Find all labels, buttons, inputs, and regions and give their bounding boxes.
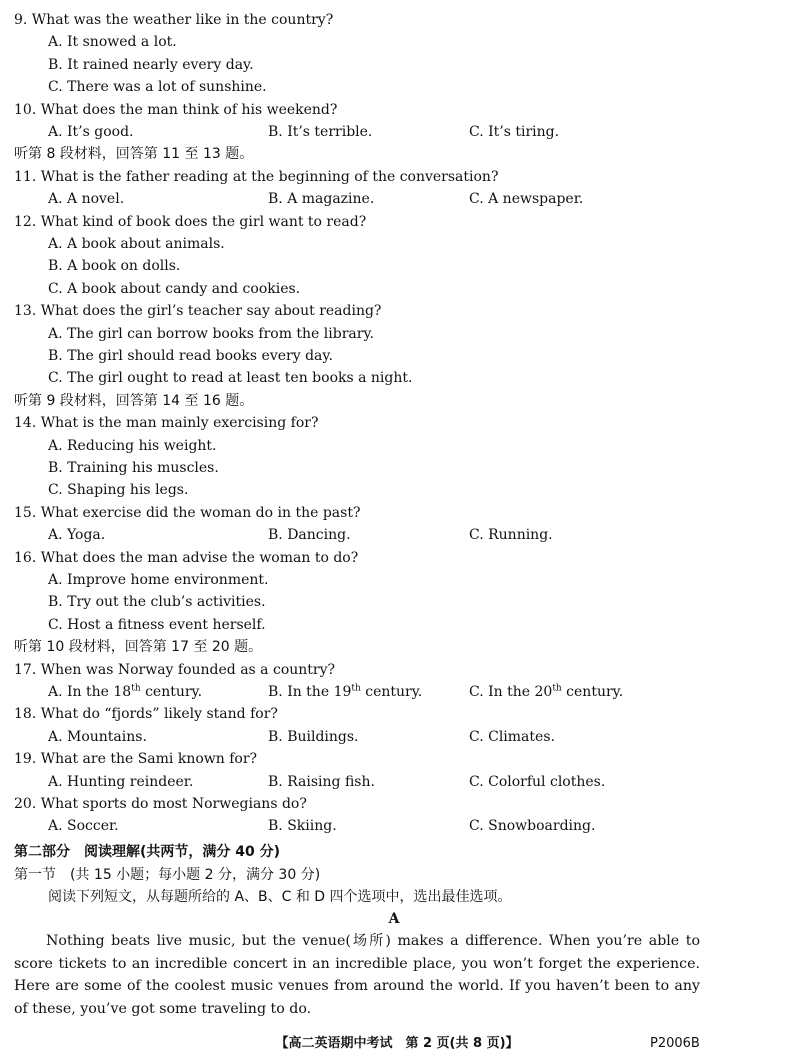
option-text: C. In the 20 (469, 684, 553, 700)
answer-option (469, 682, 623, 702)
answer-option: B. The girl should read books every day. (48, 348, 333, 364)
answer-option: C. Host a fitness event herself. (48, 616, 266, 633)
answer-options-row (48, 772, 774, 792)
answer-option: A. Soccer. (48, 818, 119, 835)
answer-option: A. Yoga. (48, 527, 106, 544)
answer-option: A. It snowed a lot. (48, 34, 177, 51)
passage-paragraph: Nothing beats live music, but the venue(场所) makes a difference. When you’re able to score tickets to an incredible concert in an incredible place, you won’t forget the experience. Here are some of the coolest music venues from around the world. If you haven’t been to any of these, you’ve got some traveling to do. (14, 933, 700, 1017)
section1-heading: 第一节 (共 15 小题；每小题 2 分，满分 30 分) (14, 867, 321, 883)
answer-option: A. A novel. (48, 191, 125, 208)
answer-options-row (48, 189, 774, 209)
answer-options-row (48, 122, 774, 142)
footer-page-info: 【高二英语期中考试 第 2 页(共 8 页)】 (275, 1036, 519, 1051)
question-stem: 10. What does the man think of his weekend? (14, 101, 338, 118)
answer-option: B. Raising fish. (268, 773, 375, 790)
question-stem: 13. What does the girl’s teacher say about reading? (14, 303, 382, 320)
question-stem: 9. What was the weather like in the country? (14, 12, 334, 28)
answer-option: C. The girl ought to read at least ten books a night. (48, 370, 413, 387)
option-text: century. (561, 684, 624, 700)
answer-option (48, 682, 202, 702)
reading-instruction: 阅读下列短文，从每题所给的 A、B、C 和 D 四个选项中，选出最佳选项。 (48, 889, 512, 905)
answer-options-row (48, 525, 774, 545)
ordinal-suffix: th (552, 683, 562, 694)
answer-option: C. Climates. (469, 728, 555, 745)
footer-paper-code: P2006B (650, 1036, 700, 1051)
answer-options-row (48, 816, 774, 836)
section-note: 听第 9 段材料，回答第 14 至 16 题。 (14, 392, 254, 409)
answer-option: C. A newspaper. (469, 191, 584, 208)
answer-option: C. Snowboarding. (469, 818, 596, 835)
answer-option: C. Colorful clothes. (469, 773, 606, 790)
answer-option: B. Dancing. (268, 527, 351, 544)
answer-option: B. A magazine. (268, 191, 375, 208)
answer-option: C. There was a lot of sunshine. (48, 79, 267, 96)
question-stem: 16. What does the man advise the woman to do? (14, 549, 359, 566)
question-stem: 19. What are the Sami known for? (14, 751, 258, 768)
question-stem: 15. What exercise did the woman do in the past? (14, 504, 361, 521)
option-text: A. In the 18 (48, 684, 132, 700)
page-footer (0, 1034, 794, 1054)
answer-option: B. Try out the club’s activities. (48, 594, 266, 611)
answer-option: B. Buildings. (268, 728, 359, 745)
answer-options-row (48, 727, 774, 747)
answer-option: A. Hunting reindeer. (48, 773, 194, 790)
part2-heading: 第二部分 阅读理解(共两节，满分 40 分) (14, 844, 281, 860)
answer-option: A. Reducing his weight. (48, 437, 217, 454)
option-text: B. In the 19 (268, 684, 352, 700)
answer-option: C. Running. (469, 527, 553, 544)
answer-option: C. It’s tiring. (469, 124, 560, 140)
question-stem: 11. What is the father reading at the beginning of the conversation? (14, 168, 499, 185)
section-note: 听第 10 段材料，回答第 17 至 20 题。 (14, 639, 263, 656)
answer-option: B. Training his muscles. (48, 460, 219, 476)
question-stem: 20. What sports do most Norwegians do? (14, 796, 307, 812)
answer-option: A. The girl can borrow books from the library. (48, 325, 374, 342)
question-stem: 14. What is the man mainly exercising for? (14, 415, 319, 432)
answer-option: A. Mountains. (48, 728, 147, 745)
answer-option: B. A book on dolls. (48, 258, 181, 275)
answer-option: B. It rained nearly every day. (48, 56, 254, 73)
answer-option: C. A book about candy and cookies. (48, 280, 301, 297)
passage-label: A (388, 911, 400, 927)
answer-option: C. Shaping his legs. (48, 482, 189, 499)
ordinal-suffix: th (351, 683, 361, 694)
question-stem: 18. What do “fjords” likely stand for? (14, 706, 278, 723)
answer-option: A. A book about animals. (48, 236, 225, 252)
answer-options-row (48, 682, 774, 702)
answer-option: A. It’s good. (48, 124, 134, 140)
ordinal-suffix: th (131, 683, 141, 694)
answer-option (268, 682, 422, 702)
answer-option: B. Skiing. (268, 818, 337, 835)
question-stem: 17. When was Norway founded as a country? (14, 661, 336, 678)
question-stem: 12. What kind of book does the girl want to read? (14, 213, 367, 230)
option-text: century. (360, 684, 423, 700)
section-note: 听第 8 段材料，回答第 11 至 13 题。 (14, 146, 254, 163)
answer-option: B. It’s terrible. (268, 124, 373, 140)
answer-option: A. Improve home environment. (48, 572, 269, 588)
option-text: century. (140, 684, 203, 700)
